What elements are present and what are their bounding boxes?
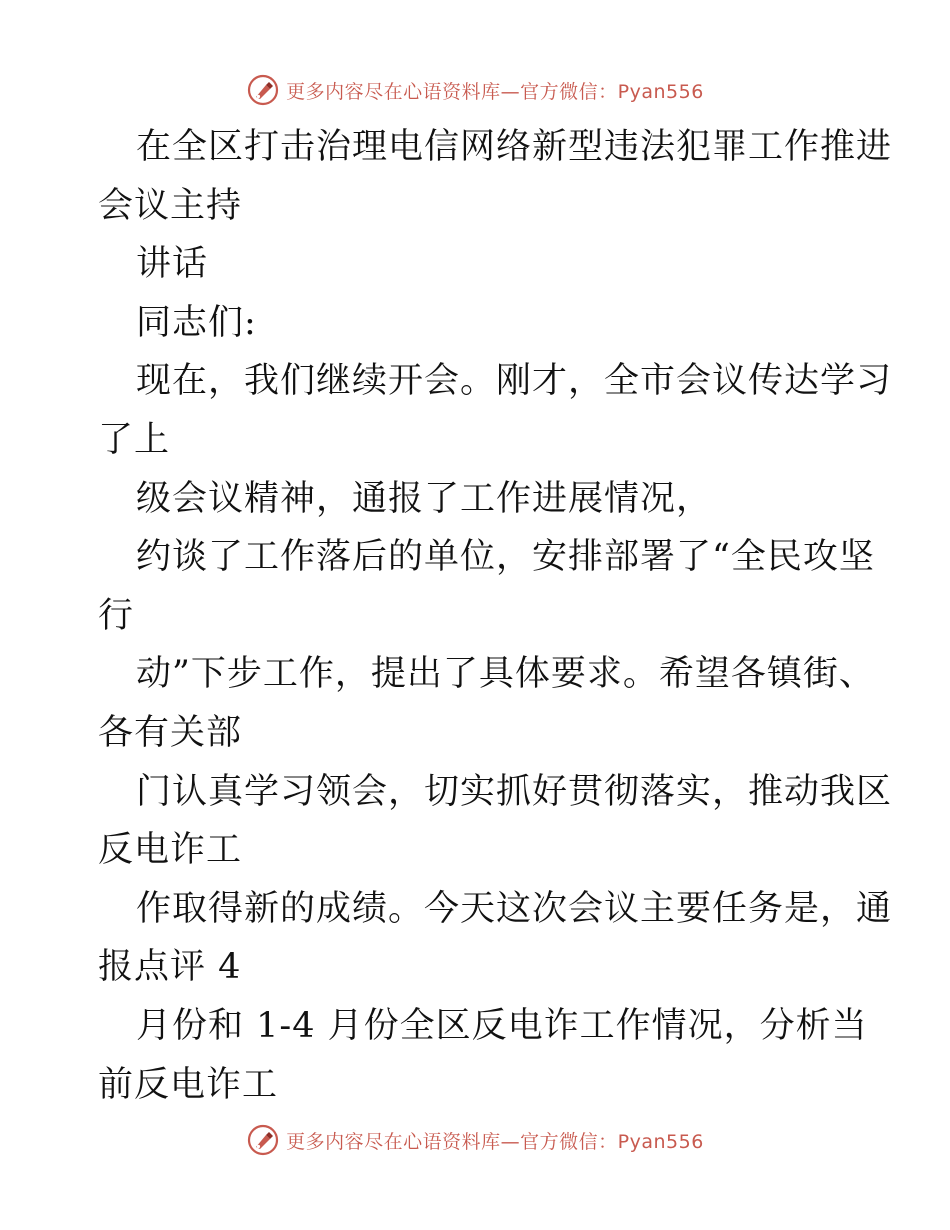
doc-line: 了上 bbox=[98, 419, 171, 460]
doc-line: 级会议精神，通报了工作进展情况， bbox=[136, 478, 713, 519]
doc-line: 约谈了工作落后的单位，安排部署了“全民攻坚 bbox=[136, 537, 875, 578]
document-body bbox=[98, 118, 893, 1114]
footer-banner bbox=[0, 1120, 950, 1160]
doc-line: 门认真学习领会，切实抓好贯彻落实，推动我区 bbox=[136, 771, 893, 812]
fountain-pen-logo-icon bbox=[246, 1123, 280, 1157]
doc-line: 现在，我们继续开会。刚才，全市会议传达学习 bbox=[136, 361, 893, 402]
doc-line: 前反电诈工 bbox=[98, 1064, 279, 1105]
header-banner-text: 更多内容尽在心语资料库—官方微信：Pyan556 bbox=[286, 80, 704, 103]
doc-line: 在全区打击治理电信网络新型违法犯罪工作推进 bbox=[136, 127, 893, 167]
footer-banner-inner bbox=[246, 1123, 704, 1157]
doc-line: 会议主持 bbox=[98, 185, 243, 226]
doc-line: 同志们: bbox=[136, 302, 257, 343]
fountain-pen-logo-icon bbox=[246, 73, 280, 107]
doc-line: 反电诈工 bbox=[98, 830, 243, 871]
doc-line: 各有关部 bbox=[98, 712, 243, 753]
footer-banner-text: 更多内容尽在心语资料库—官方微信：Pyan556 bbox=[286, 1130, 704, 1153]
header-banner bbox=[0, 70, 950, 110]
doc-line: 报点评 4 bbox=[98, 947, 242, 988]
doc-line: 行 bbox=[98, 595, 135, 636]
header-banner-inner bbox=[246, 73, 704, 107]
doc-line: 动”下步工作，提出了具体要求。希望各镇街、 bbox=[136, 654, 875, 695]
doc-line: 作取得新的成绩。今天这次会议主要任务是，通 bbox=[136, 888, 893, 929]
doc-line: 月份和 1-4 月份全区反电诈工作情况，分析当 bbox=[136, 1005, 868, 1046]
doc-line: 讲话 bbox=[136, 244, 209, 285]
